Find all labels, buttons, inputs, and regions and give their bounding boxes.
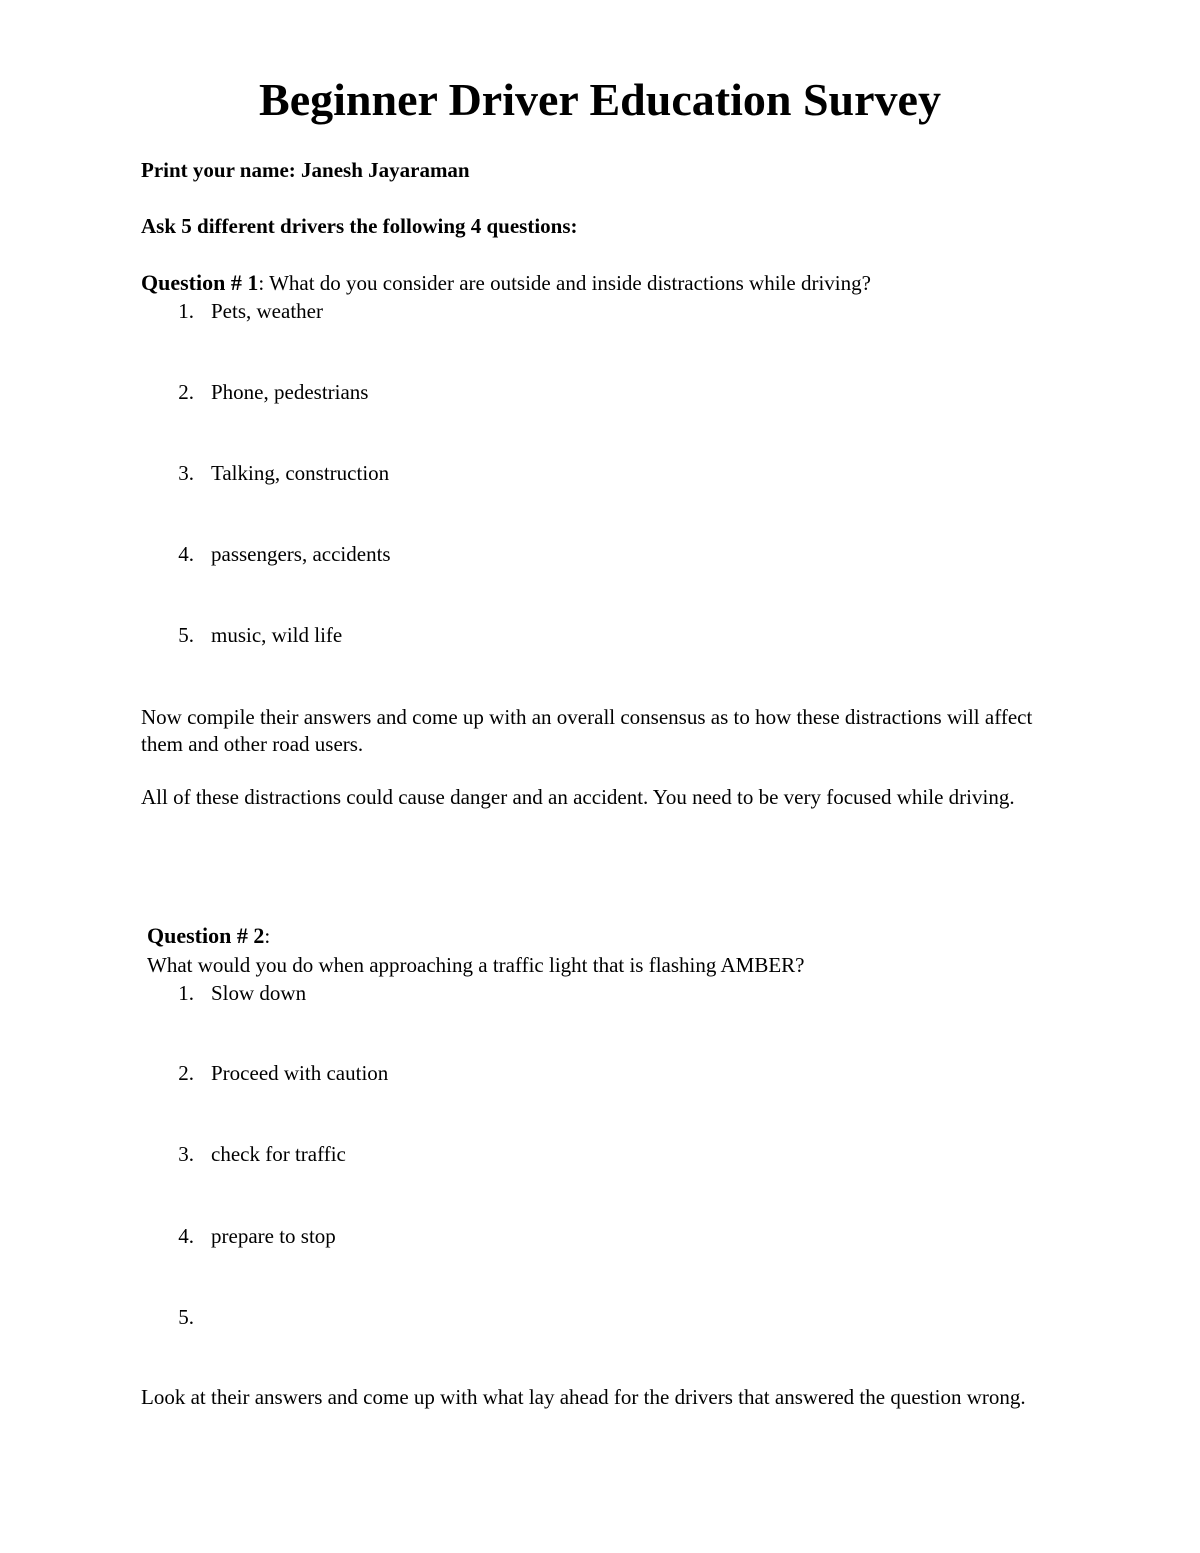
answer-number: 2. [178, 380, 194, 404]
question-1-response: All of these distractions could cause danger and an accident. You need to be very focused while driving. [141, 785, 1015, 809]
question-2-label: Question # 2 [147, 923, 265, 948]
answer-text: Pets, weather [211, 299, 323, 323]
answer-text: check for traffic [211, 1142, 346, 1166]
document-title: Beginner Driver Education Survey [259, 74, 941, 125]
name-label: Print your name: [141, 158, 302, 182]
question-2-separator: : [264, 924, 271, 948]
question-2-text: What would you do when approaching a traffic light that is flashing AMBER? [147, 953, 805, 977]
question-2-heading [147, 922, 270, 950]
answer-number: 3. [178, 461, 194, 485]
question-1-heading [141, 269, 871, 297]
answer-text: Talking, construction [211, 461, 390, 485]
question-1-separator: : [258, 271, 270, 295]
instruction-text: Ask 5 different drivers the following 4 questions: [141, 214, 578, 238]
answer-number: 3. [178, 1142, 194, 1166]
name-value: Janesh Jayaraman [301, 158, 470, 182]
answer-text: prepare to stop [211, 1224, 336, 1248]
question-1-prompt: Now compile their answers and come up with an overall consensus as to how these distractions will affect them and other road users. [141, 705, 1033, 756]
question-2-prompt: Look at their answers and come up with what lay ahead for the drivers that answered the question wrong. [141, 1385, 1026, 1409]
answer-text: Phone, pedestrians [211, 380, 369, 404]
name-line [141, 156, 470, 184]
answer-text: Proceed with caution [211, 1061, 389, 1085]
answer-number: 4. [178, 1224, 194, 1248]
answer-number: 5. [178, 1305, 194, 1329]
question-1-text: What do you consider are outside and inside distractions while driving? [269, 271, 871, 295]
question-1-label: Question # 1 [141, 270, 259, 295]
answer-number: 2. [178, 1061, 194, 1085]
answer-text: passengers, accidents [211, 542, 391, 566]
answer-number: 5. [178, 623, 194, 647]
answer-number: 1. [178, 981, 194, 1005]
answer-text: music, wild life [211, 623, 343, 647]
answer-number: 4. [178, 542, 194, 566]
answer-text: Slow down [211, 981, 307, 1005]
answer-number: 1. [178, 299, 194, 323]
